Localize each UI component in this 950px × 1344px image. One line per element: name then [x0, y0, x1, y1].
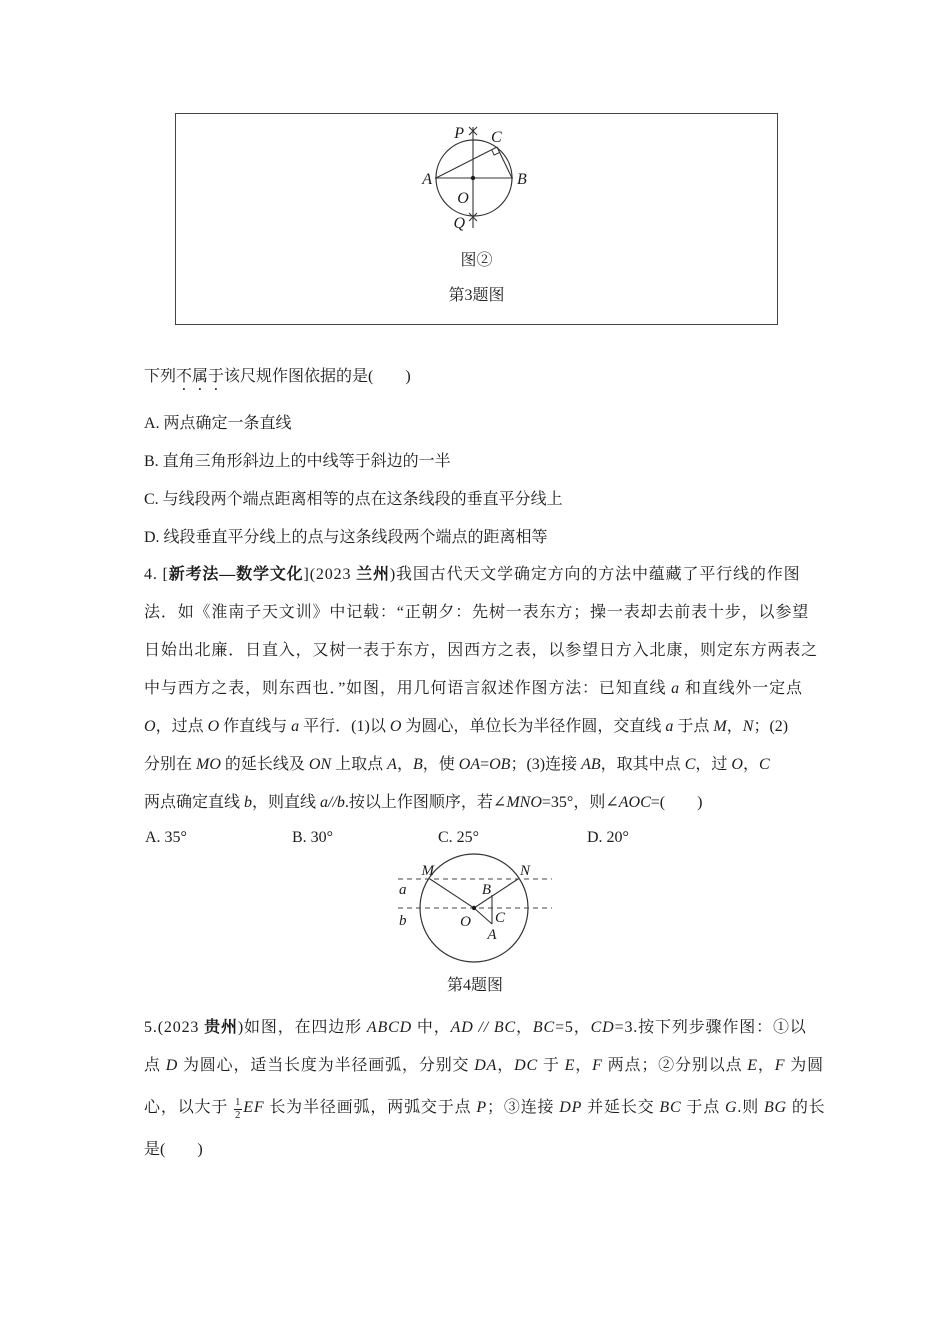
q4-line: 日始出北廉．日直入，又树一表于东方，因西方之表，以参望日方入北康，则定东方两表之: [144, 642, 819, 659]
q3-option-b: B. 直角三角形斜边上的中线等于斜边的一半: [144, 453, 451, 470]
q3-option-c: C. 与线段两个端点距离相等的点在这条线段的垂直平分线上: [144, 491, 563, 508]
q4-line: 中与西方之表，则东西也．”如图，用几何语言叙述作图方法：已知直线 a 和直线外一定点: [144, 680, 803, 697]
label-q: Q: [453, 215, 465, 232]
label-line-b: b: [399, 913, 407, 929]
figure-3-caption: 第3题图: [448, 287, 505, 304]
segment-n-o: [474, 879, 518, 908]
q4-paragraph: [144, 556, 818, 822]
label-n: N: [520, 863, 531, 879]
q4-line: 分别在 MO 的延长线及 ON 上取点 A，B，使 OA=OB；(3)连接 AB，取其中点 C，过 O，C: [144, 756, 770, 773]
q4-line: O，过点 O 作直线与 a 平行．(1)以 O 为圆心，单位长为半径作圆，交直线 a 于点 M，N；(2): [144, 718, 789, 735]
q3-options: [144, 405, 563, 557]
q4-option-c: C. 25°: [438, 829, 480, 846]
q4-line: 法．如《淮南子天文训》中记载：“正朝夕：先树一表东方；操一表却去前表十步，以参望: [144, 604, 810, 621]
q4-option-b: B. 30°: [292, 829, 334, 846]
label-p: P: [454, 125, 464, 142]
q5-line: 点 D 为圆心，适当长度为半径画弧，分别交 DA，DC 于 E，F 两点；②分别以点 E，F 为圆: [144, 1057, 824, 1074]
label-a: A: [487, 927, 497, 943]
label-line-a: a: [399, 882, 407, 898]
q5-line: 5.(2023 贵州)如图，在四边形 ABCD 中，AD // BC，BC=5，CD=3.按下列步骤作图：①以: [144, 1019, 807, 1036]
q4-option-a: A. 35°: [145, 829, 187, 846]
label-b: B: [481, 882, 491, 898]
fraction: $\frac{1}{2}$: [235, 1097, 242, 1121]
chord-cb: [497, 147, 512, 178]
q5-line: 心，以大于 $\frac{1}{2}$ EF 长为半径画弧，两弧交于点 P；③连接 DP 并延长交 BC 于点 G.则 BG 的长: [144, 1097, 826, 1121]
q3-option-a: A. 两点确定一条直线: [144, 415, 292, 432]
q3-stem: 下列不属于该尺规作图依据的是( ): [144, 368, 411, 385]
label-a: A: [422, 171, 432, 188]
q5-paragraph: [144, 1009, 826, 1169]
label-b: B: [517, 171, 527, 188]
figure-3-box: [175, 113, 778, 325]
q5-line: 是( ): [144, 1141, 203, 1158]
figure-3-subcaption: 图②: [460, 252, 493, 269]
q4-line: 两点确定直线 b，则直线 a//b.按以上作图顺序，若∠MNO=35°，则∠AOC=( ): [144, 794, 703, 811]
label-c: C: [495, 910, 506, 926]
label-o: O: [460, 914, 471, 930]
label-m: M: [421, 863, 434, 879]
center-point-o: [472, 906, 476, 910]
figure-4-caption: 第4题图: [446, 977, 503, 994]
figure-4-diagram: [390, 848, 560, 970]
q4-option-d: D. 20°: [587, 829, 629, 846]
q3-option-d: D. 线段垂直平分线上的点与这条线段两个端点的距离相等: [144, 529, 548, 546]
chord-ac: [436, 147, 497, 178]
q4-line: 4. [新考法—数学文化](2023 兰州)我国古代天文学确定方向的方法中蕴藏了平行线的作图: [144, 566, 801, 583]
label-c: C: [491, 129, 502, 146]
label-o: O: [457, 190, 469, 207]
center-point-o: [471, 176, 475, 180]
